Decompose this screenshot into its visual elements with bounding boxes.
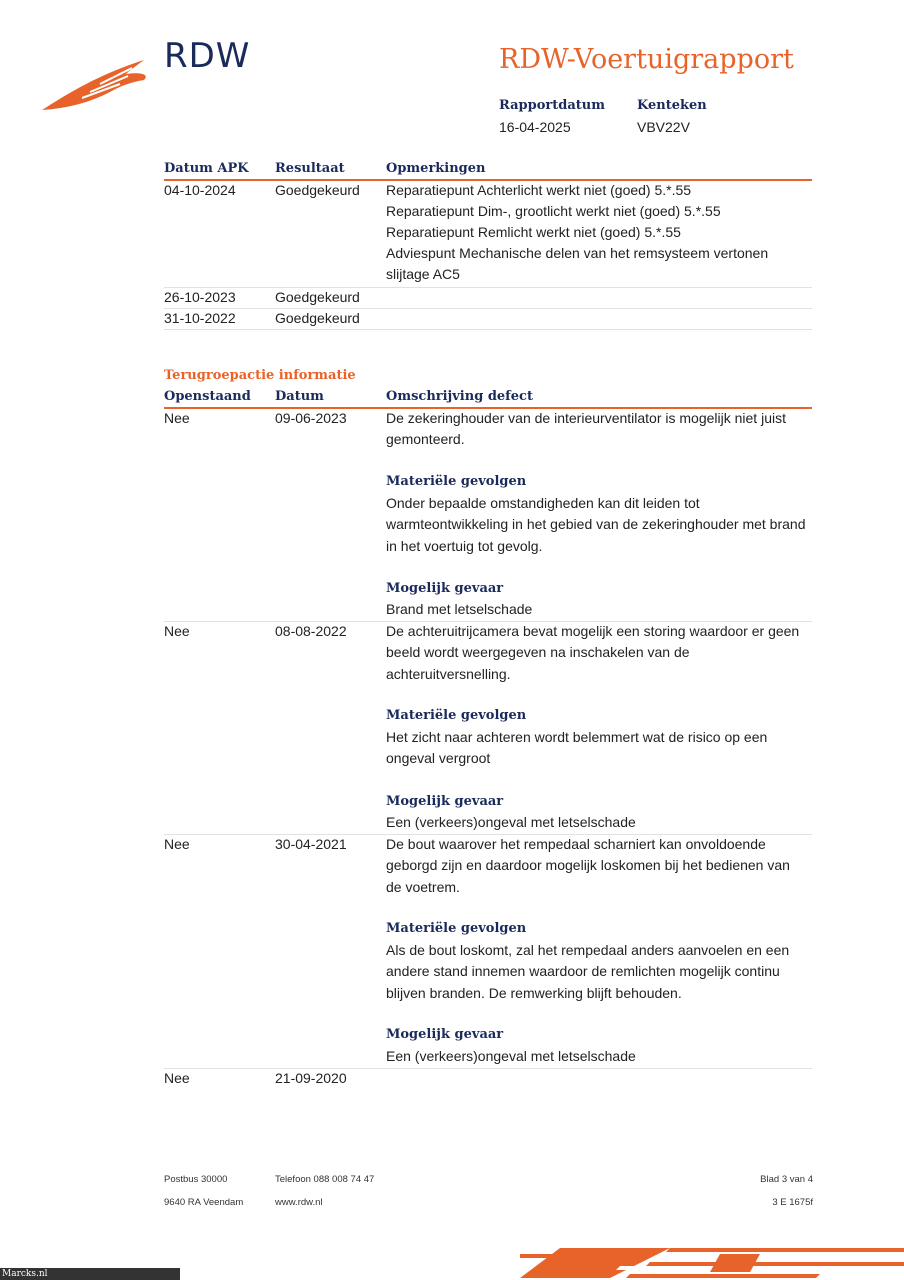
recall-date: 08-08-2022	[275, 623, 347, 639]
recall-header-open: Openstaand	[164, 389, 251, 404]
report-title: RDW-Voertuigrapport	[499, 44, 794, 75]
license-plate-label: Kenteken	[637, 98, 707, 113]
recall-description: De zekeringhouder van de interieurventilator is mogelijk niet juist gemonteerd.	[386, 410, 786, 448]
consequences-label: Materiële gevolgen	[386, 708, 527, 723]
apk-remark: Reparatiepunt Remlicht werkt niet (goed) 5.*.55	[386, 224, 681, 240]
recall-header-description: Omschrijving defect	[386, 389, 533, 404]
row-divider	[164, 308, 812, 309]
recall-date: 21-09-2020	[275, 1070, 347, 1086]
danger-label: Mogelijk gevaar	[386, 794, 504, 809]
footer-page-number: Blad 3 van 4	[760, 1174, 813, 1185]
danger-label: Mogelijk gevaar	[386, 581, 504, 596]
apk-result: Goedgekeurd	[275, 182, 360, 198]
recall-consequences: Onder bepaalde omstandigheden kan dit leiden tot warmteontwikkeling in het gebied van de zekeringhouder met brand in het voertuig tot gevolg.	[386, 495, 806, 554]
apk-header-result: Resultaat	[275, 161, 345, 176]
apk-date: 31-10-2022	[164, 310, 236, 326]
footer-phone: Telefoon 088 008 74 47	[275, 1174, 375, 1185]
apk-result: Goedgekeurd	[275, 289, 360, 305]
report-date-label: Rapportdatum	[499, 98, 605, 113]
recall-date: 30-04-2021	[275, 836, 347, 852]
row-divider	[164, 1068, 812, 1069]
apk-remark: Reparatiepunt Achterlicht werkt niet (goed) 5.*.55	[386, 182, 692, 198]
apk-header-date: Datum APK	[164, 161, 249, 176]
footer-postbus: Postbus 30000	[164, 1174, 228, 1185]
recall-description: De achteruitrijcamera bevat mogelijk een storing waardoor er geen beeld wordt weergegeven na inschakelen van de achteruitversnelling.	[386, 623, 800, 682]
recall-open: Nee	[164, 623, 190, 639]
recall-open: Nee	[164, 836, 190, 852]
apk-result: Goedgekeurd	[275, 310, 360, 326]
apk-date: 26-10-2023	[164, 289, 236, 305]
apk-remark: Adviespunt Mechanische delen van het remsysteem vertonen slijtage AC5	[386, 245, 769, 282]
row-divider	[164, 287, 812, 288]
footer-document-code: 3 E 1675f	[772, 1197, 813, 1208]
recall-danger: Een (verkeers)ongeval met letselschade	[386, 1048, 636, 1064]
row-divider	[164, 329, 812, 330]
rdw-logo-icon	[40, 56, 180, 116]
recall-consequences: Het zicht naar achteren wordt belemmert wat de risico op een ongeval vergroot	[386, 729, 768, 767]
apk-date: 04-10-2024	[164, 182, 236, 198]
recall-consequences: Als de bout loskomt, zal het rempedaal anders aanvoelen en een andere stand innemen waardoor de remlichten mogelijk continu blijven branden. De remwerking blijft behouden.	[386, 942, 790, 1001]
recall-danger: Brand met letselschade	[386, 601, 533, 617]
recall-date: 09-06-2023	[275, 410, 347, 426]
recall-header-date: Datum	[275, 389, 324, 404]
source-tag: Marcks.nl	[0, 1268, 180, 1280]
footer-postal: 9640 RA Veendam	[164, 1197, 244, 1208]
apk-header-remarks: Opmerkingen	[386, 161, 486, 176]
recall-section-title: Terugroepactie informatie	[164, 368, 356, 383]
decorative-stripes-icon	[520, 1244, 904, 1280]
recall-open: Nee	[164, 410, 190, 426]
report-date-value: 16-04-2025	[499, 119, 571, 135]
recall-danger: Een (verkeers)ongeval met letselschade	[386, 814, 636, 830]
recall-open: Nee	[164, 1070, 190, 1086]
danger-label: Mogelijk gevaar	[386, 1027, 504, 1042]
consequences-label: Materiële gevolgen	[386, 921, 527, 936]
recall-description: De bout waarover het rempedaal scharniert kan onvoldoende geborgd zijn en daardoor mogelijk loskomen bij het bedienen van de voetrem.	[386, 836, 790, 895]
footer-website[interactable]: www.rdw.nl	[275, 1197, 323, 1208]
brand-name: RDW	[164, 36, 251, 76]
license-plate-value: VBV22V	[637, 119, 690, 135]
apk-remark: Reparatiepunt Dim-, grootlicht werkt niet (goed) 5.*.55	[386, 203, 721, 219]
consequences-label: Materiële gevolgen	[386, 474, 527, 489]
